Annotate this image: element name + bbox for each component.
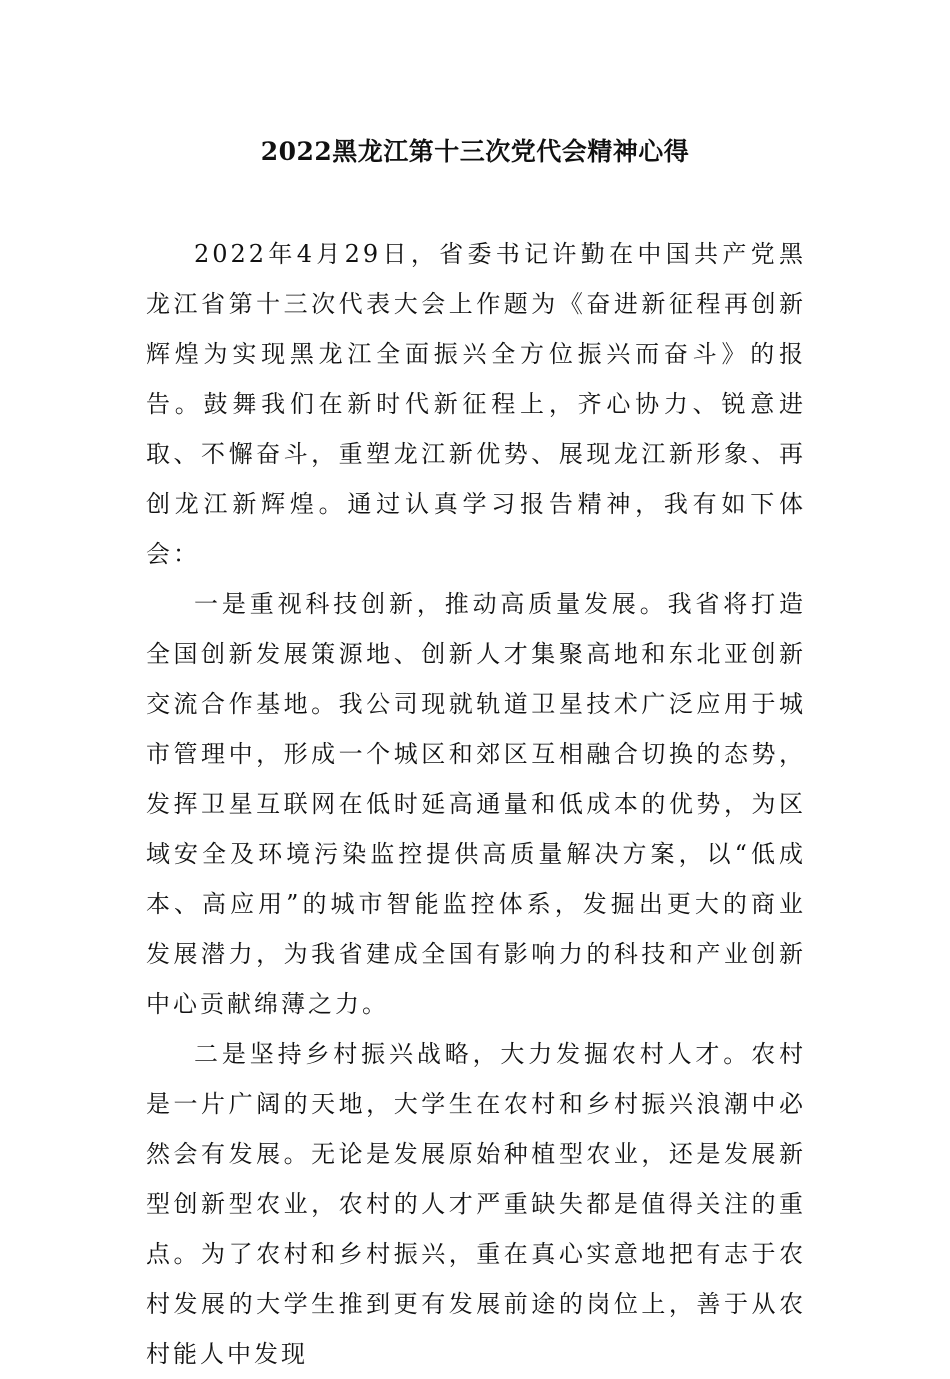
paragraph-3: 二是坚持乡村振兴战略，大力发掘农村人才。农村是一片广阔的天地，大学生在农村和乡村振兴浪潮中必然会有发展。无论是发展原始种植型农业，还是发展新型创新型农业，农村的人才严重缺失都是值得关注的重点。为了农村和乡村振兴，重在真心实意地把有志于农村发展的大学生推到更有发展前途的岗位上，善于从农村能人中发现 <box>146 1040 806 1368</box>
document-title: 2022黑龙江第十三次党代会精神心得 <box>260 137 690 166</box>
paragraph-1: 2022年4月29日，省委书记许勤在中国共产党黑龙江省第十三次代表大会上作题为《奋进新征程再创新辉煌为实现黑龙江全面振兴全方位振兴而奋斗》的报告。鼓舞我们在新时代新征程上，齐心协力、锐意进取、不懈奋斗，重塑龙江新优势、展现龙江新形象、再创龙江新辉煌。通过认真学习报告精神，我有如下体会： <box>146 240 806 568</box>
paragraph-2: 一是重视科技创新，推动高质量发展。我省将打造全国创新发展策源地、创新人才集聚高地和东北亚创新交流合作基地。我公司现就轨道卫星技术广泛应用于城市管理中，形成一个城区和郊区互相融合切换的态势，发挥卫星互联网在低时延高通量和低成本的优势，为区域安全及环境污染监控提供高质量解决方案，以“低成本、高应用”的城市智能监控体系，发掘出更大的商业发展潜力，为我省建成全国有影响力的科技和产业创新中心贡献绵薄之力。 <box>146 590 806 1018</box>
document-body <box>146 229 806 1379</box>
